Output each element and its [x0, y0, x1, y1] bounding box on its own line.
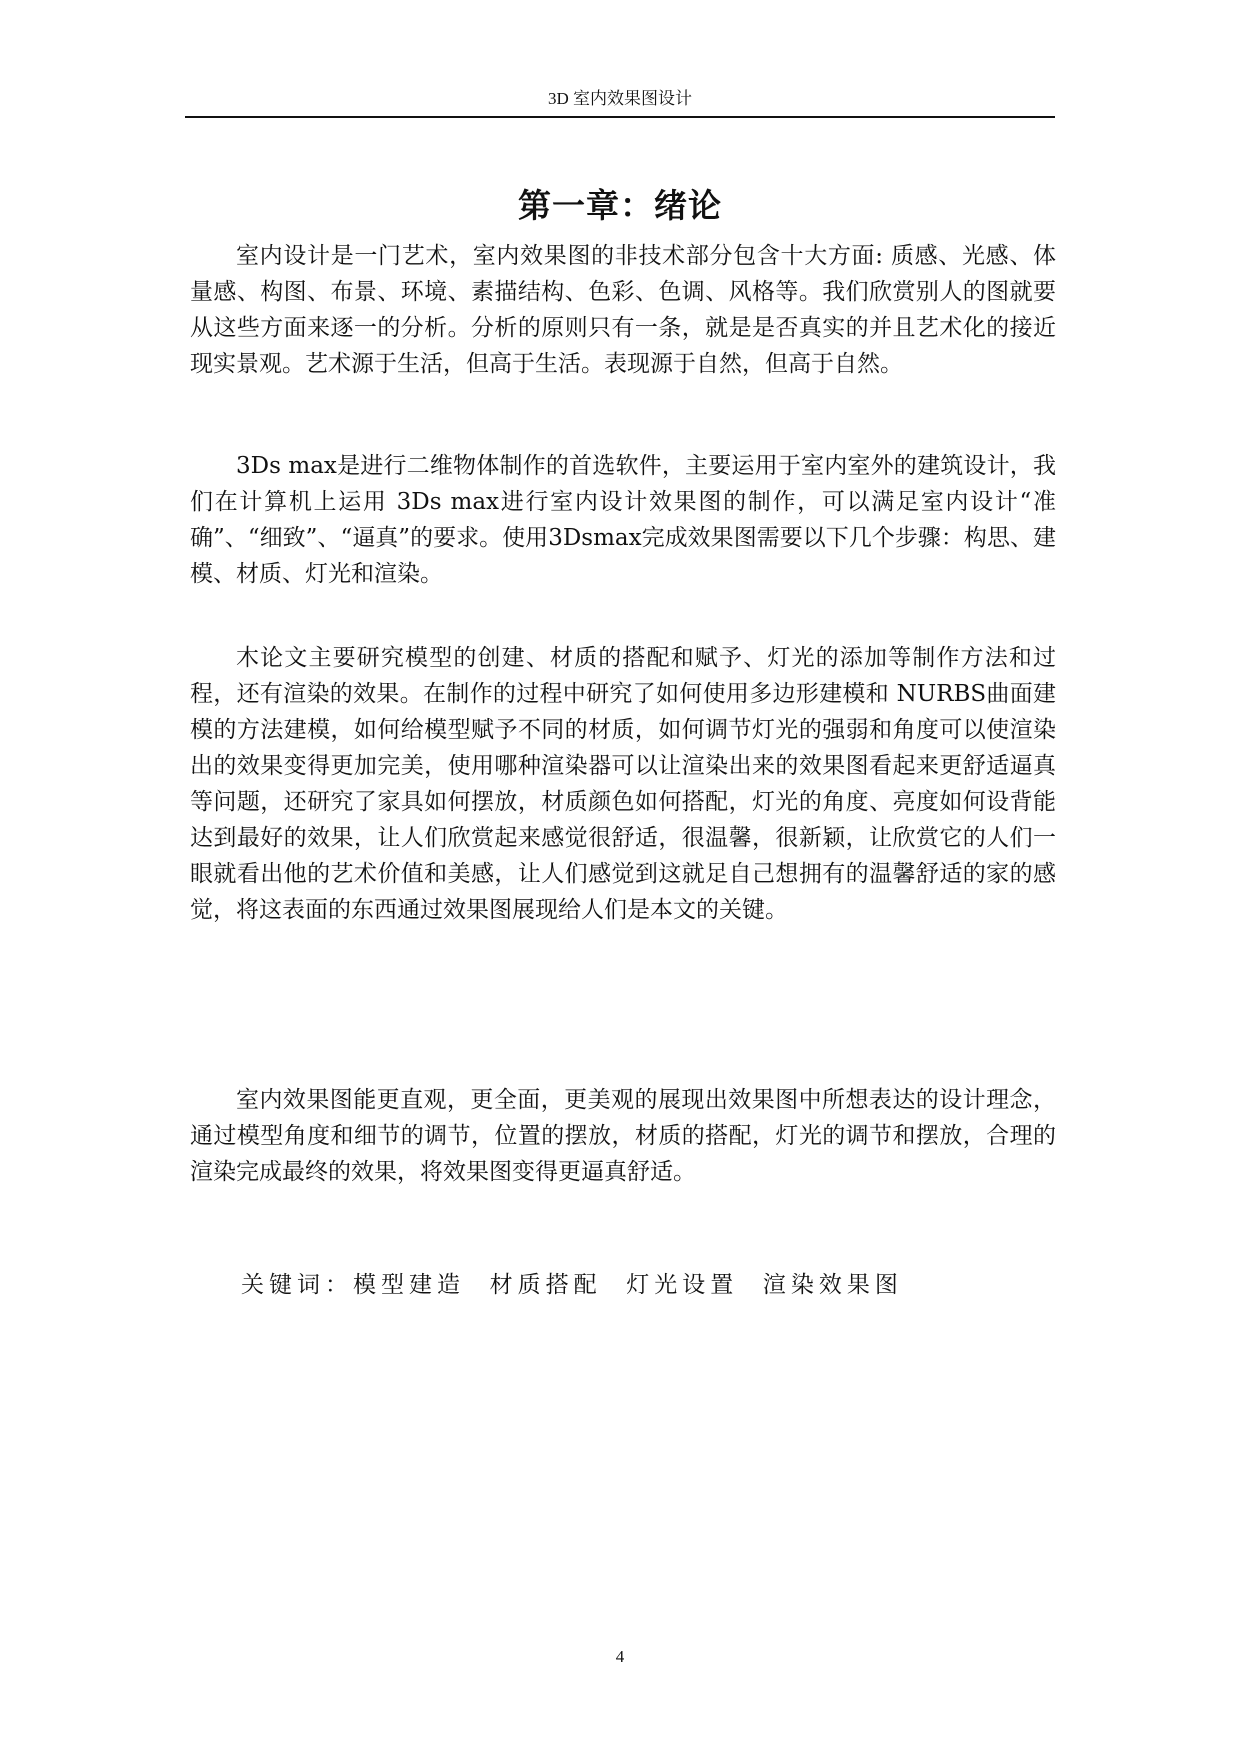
body-paragraph-1: 室内设计是一门艺术，室内效果图的非技术部分包含十大方面: 质感、光感、体量感、构图、布景、环境、素描结构、色彩、色调、风格等。我们欣赏别人的图就要从这些方面来逐一的分析。分析的原则只有一条，就是是否真实的并且艺术化的接近现实景观。艺术源于生活，但高于生活。表现源于自然，但高于自然。 — [190, 243, 1056, 377]
keywords-line: 关键词：模型建造 材质搭配 灯光设置 渲染效果图 — [241, 1272, 903, 1298]
body-paragraph-2: 3Ds max是进行二维物体制作的首选软件，主要运用于室内室外的建筑设计，我们在计算机上运用 3Ds max进行室内设计效果图的制作，可以满足室内设计“准确”、“细致”、“逼真”的要求。使用3Dsmax完成效果图需要以下几个步骤：构思、建模、材质、灯光和渲染。 — [190, 453, 1056, 587]
body-paragraph-4: 室内效果图能更直观，更全面，更美观的展现出效果图中所想表达的设计理念，通过模型角度和细节的调节，位置的摆放，材质的搭配，灯光的调节和摆放，合理的渲染完成最终的效果，将效果图变得更逼真舒适。 — [190, 1087, 1056, 1185]
body-paragraph-3: 木论文主要研究模型的创建、材质的搭配和赋予、灯光的添加等制作方法和过程，还有渲染的效果。在制作的过程中研究了如何使用多边形建模和 NURBS曲面建模的方法建模，如何给模型赋予不同的材质，如何调节灯光的强弱和角度可以使渲染出的效果变得更加完美，使用哪种渲染器可以让渲染出来的效果图看起来更舒适逼真等问题，还研究了家具如何摆放，材质颜色如何搭配，灯光的角度、亮度如何设背能达到最好的效果，让人们欣赏起来感觉很舒适，很温馨，很新颖，让欣赏它的人们一眼就看出他的艺术价值和美感，让人们感觉到这就足自己想拥有的温馨舒适的家的感觉，将这表面的东西通过效果图展现给人们是本文的关键。 — [190, 645, 1056, 923]
chapter-title: 第一章：绪论 — [518, 186, 722, 226]
header-divider — [185, 116, 1055, 118]
page-number: 4 — [615, 1647, 625, 1666]
running-header: 3D 室内效果图设计 — [547, 89, 693, 108]
